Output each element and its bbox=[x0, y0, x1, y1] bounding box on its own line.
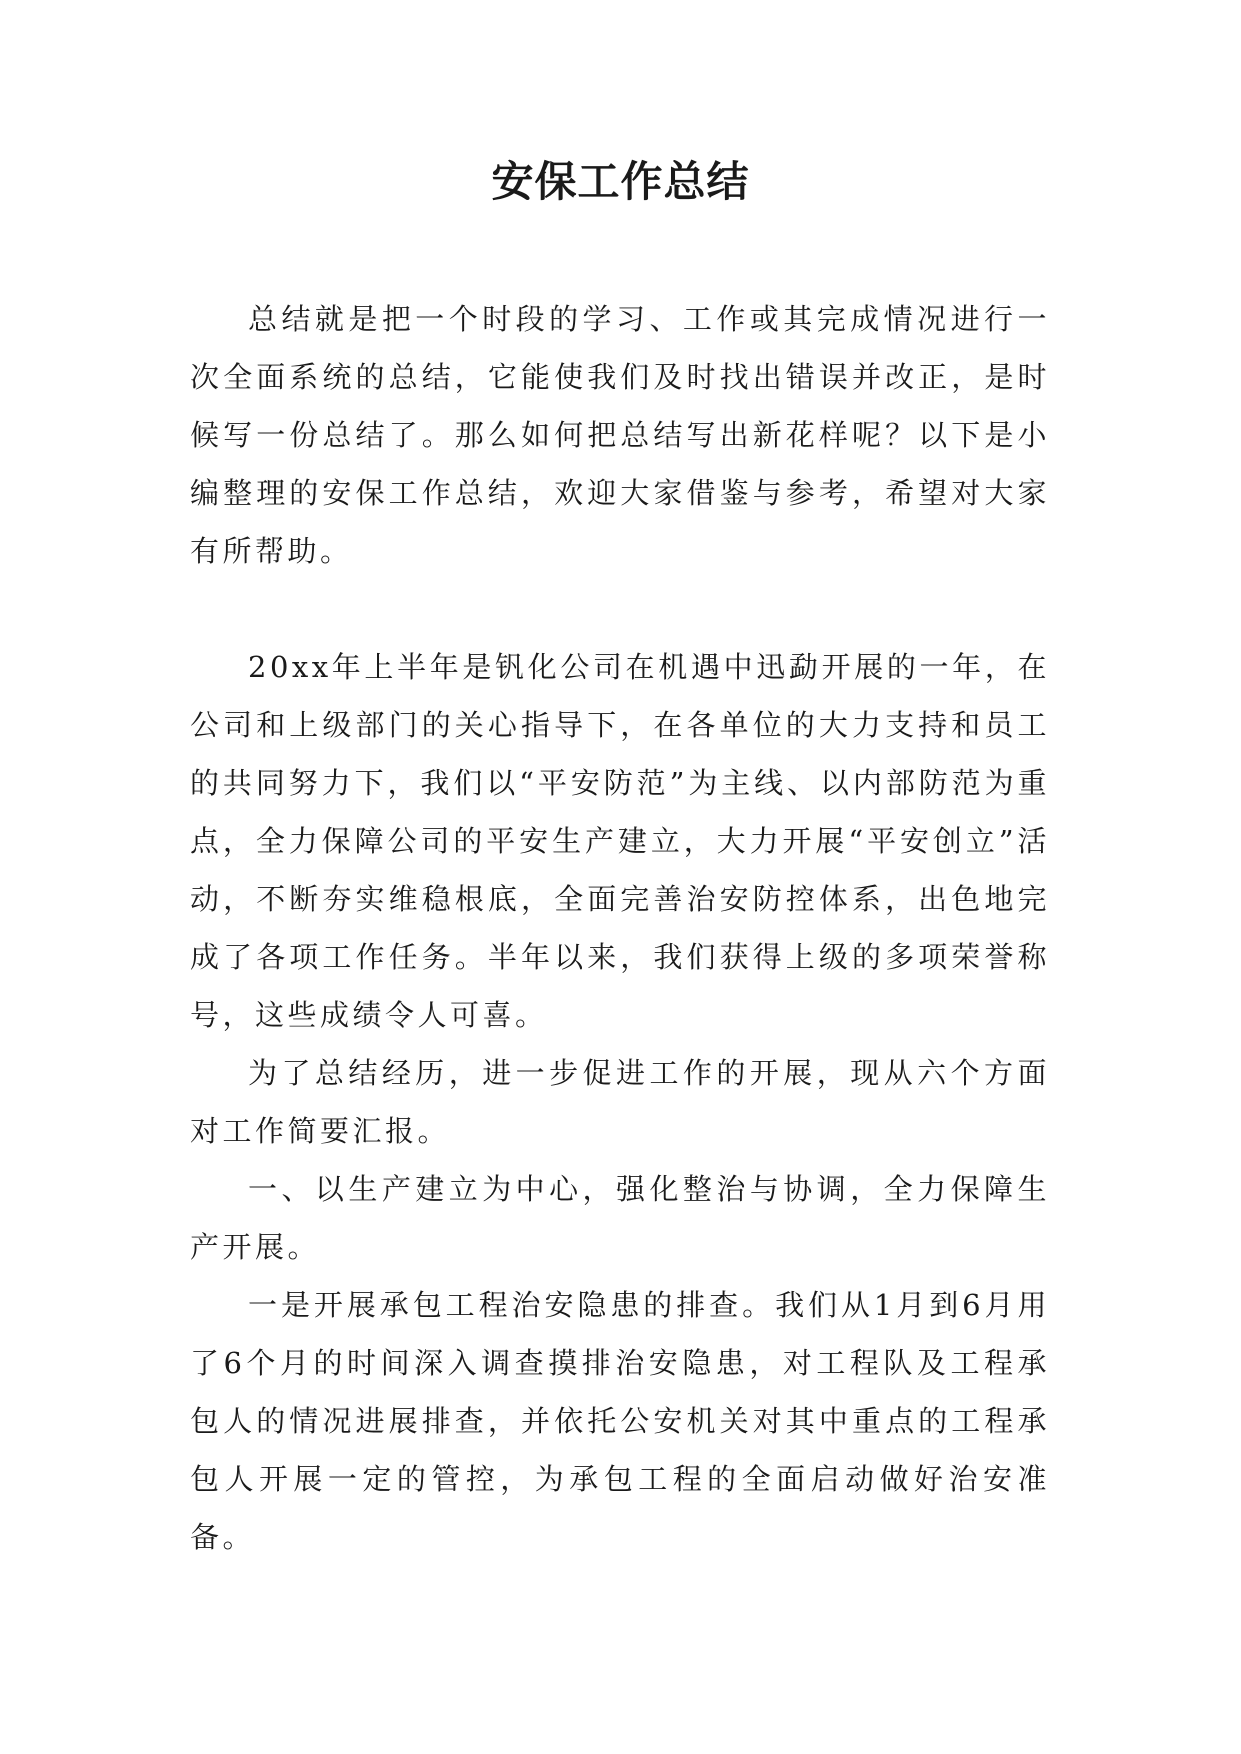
paragraph-spacer bbox=[190, 580, 1050, 638]
paragraph-item-1: 一是开展承包工程治安隐患的排查。我们从1月到6月用了6个月的时间深入调查摸排治安隐患，对工程队及工程承包人的情况进展排查，并依托公安机关对其中重点的工程承包人开展一定的管控，为承包工程的全面启动做好治安准备。 bbox=[190, 1288, 1050, 1554]
paragraph-overview: 20xx年上半年是钒化公司在机遇中迅勐开展的一年，在公司和上级部门的关心指导下，在各单位的大力支持和员工的共同努力下，我们以“平安防范”为主线、以内部防范为重点，全力保障公司的平安生产建立，大力开展“平安创立”活动，不断夯实维稳根底，全面完善治安防控体系，出色地完成了各项工作任务。半年以来，我们获得上级的多项荣誉称号，这些成绩令人可喜。 bbox=[190, 650, 1050, 1032]
paragraph-section-heading-1: 一、以生产建立为中心，强化整治与协调，全力保障生产开展。 bbox=[190, 1172, 1050, 1264]
paragraph-intro: 总结就是把一个时段的学习、工作或其完成情况进行一次全面系统的总结，它能使我们及时找出错误并改正，是时候写一份总结了。那么如何把总结写出新花样呢？以下是小编整理的安保工作总结，欢迎大家借鉴与参考，希望对大家有所帮助。 bbox=[190, 302, 1050, 568]
document-title: 安保工作总结 bbox=[491, 157, 750, 206]
document-body bbox=[190, 290, 1050, 1566]
paragraph-purpose: 为了总结经历，进一步促进工作的开展，现从六个方面对工作简要汇报。 bbox=[190, 1056, 1050, 1148]
